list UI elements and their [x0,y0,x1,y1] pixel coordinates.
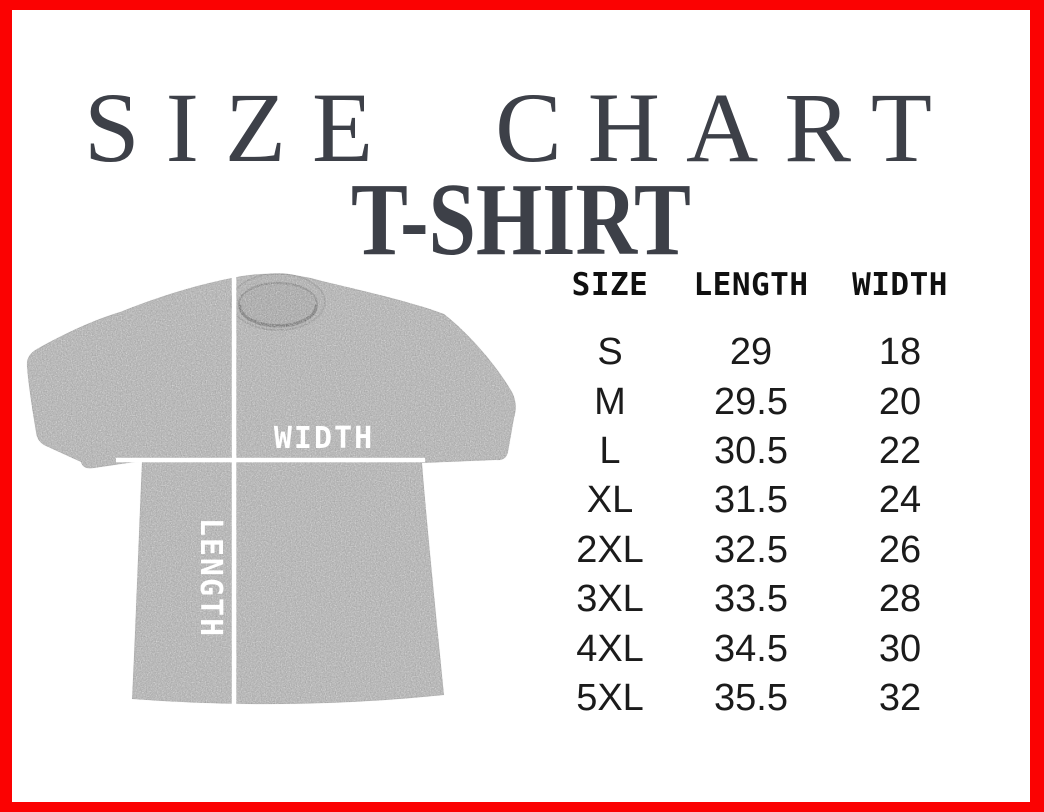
size-cell: M [594,380,626,423]
length-measure-line [232,274,237,710]
width-cell: 30 [878,627,922,670]
size-cell: 3XL [576,578,644,621]
tshirt-body [27,274,516,704]
width-label: WIDTH [273,421,375,456]
size-cell: 4XL [576,627,644,670]
length-cell: 35.5 [714,676,788,719]
width-cell: 22 [878,429,922,472]
width-cell: 32 [878,676,922,719]
column-header-length: LENGTH [693,267,809,303]
size-cell: 5XL [576,676,644,719]
width-cell: 18 [878,331,922,374]
page-subtitle: T-SHIRT [351,162,691,277]
width-cell: 26 [878,528,922,571]
length-cell: 32.5 [714,528,788,571]
length-cell: 34.5 [714,627,788,670]
width-measure-line [116,458,425,463]
width-cell: 20 [878,380,922,423]
tshirt-outline [27,274,516,704]
size-table-body [542,328,976,723]
length-cell: 29 [729,331,773,374]
size-cell: S [597,331,623,374]
width-cell: 28 [878,578,922,621]
length-cell: 29.5 [714,380,788,423]
length-cell: 33.5 [714,578,788,621]
size-cell: XL [586,479,634,522]
width-cell: 24 [878,479,922,522]
column-header-width: WIDTH [852,267,948,303]
size-table-header [542,260,976,310]
length-cell: 30.5 [714,429,788,472]
column-header-size: SIZE [571,267,649,303]
length-label: LENGTH [193,517,228,639]
size-cell: L [599,429,621,472]
length-cell: 31.5 [714,479,788,522]
tshirt-illustration [20,258,525,723]
page-title: SIZE CHART [84,72,958,183]
size-cell: 2XL [576,528,644,571]
